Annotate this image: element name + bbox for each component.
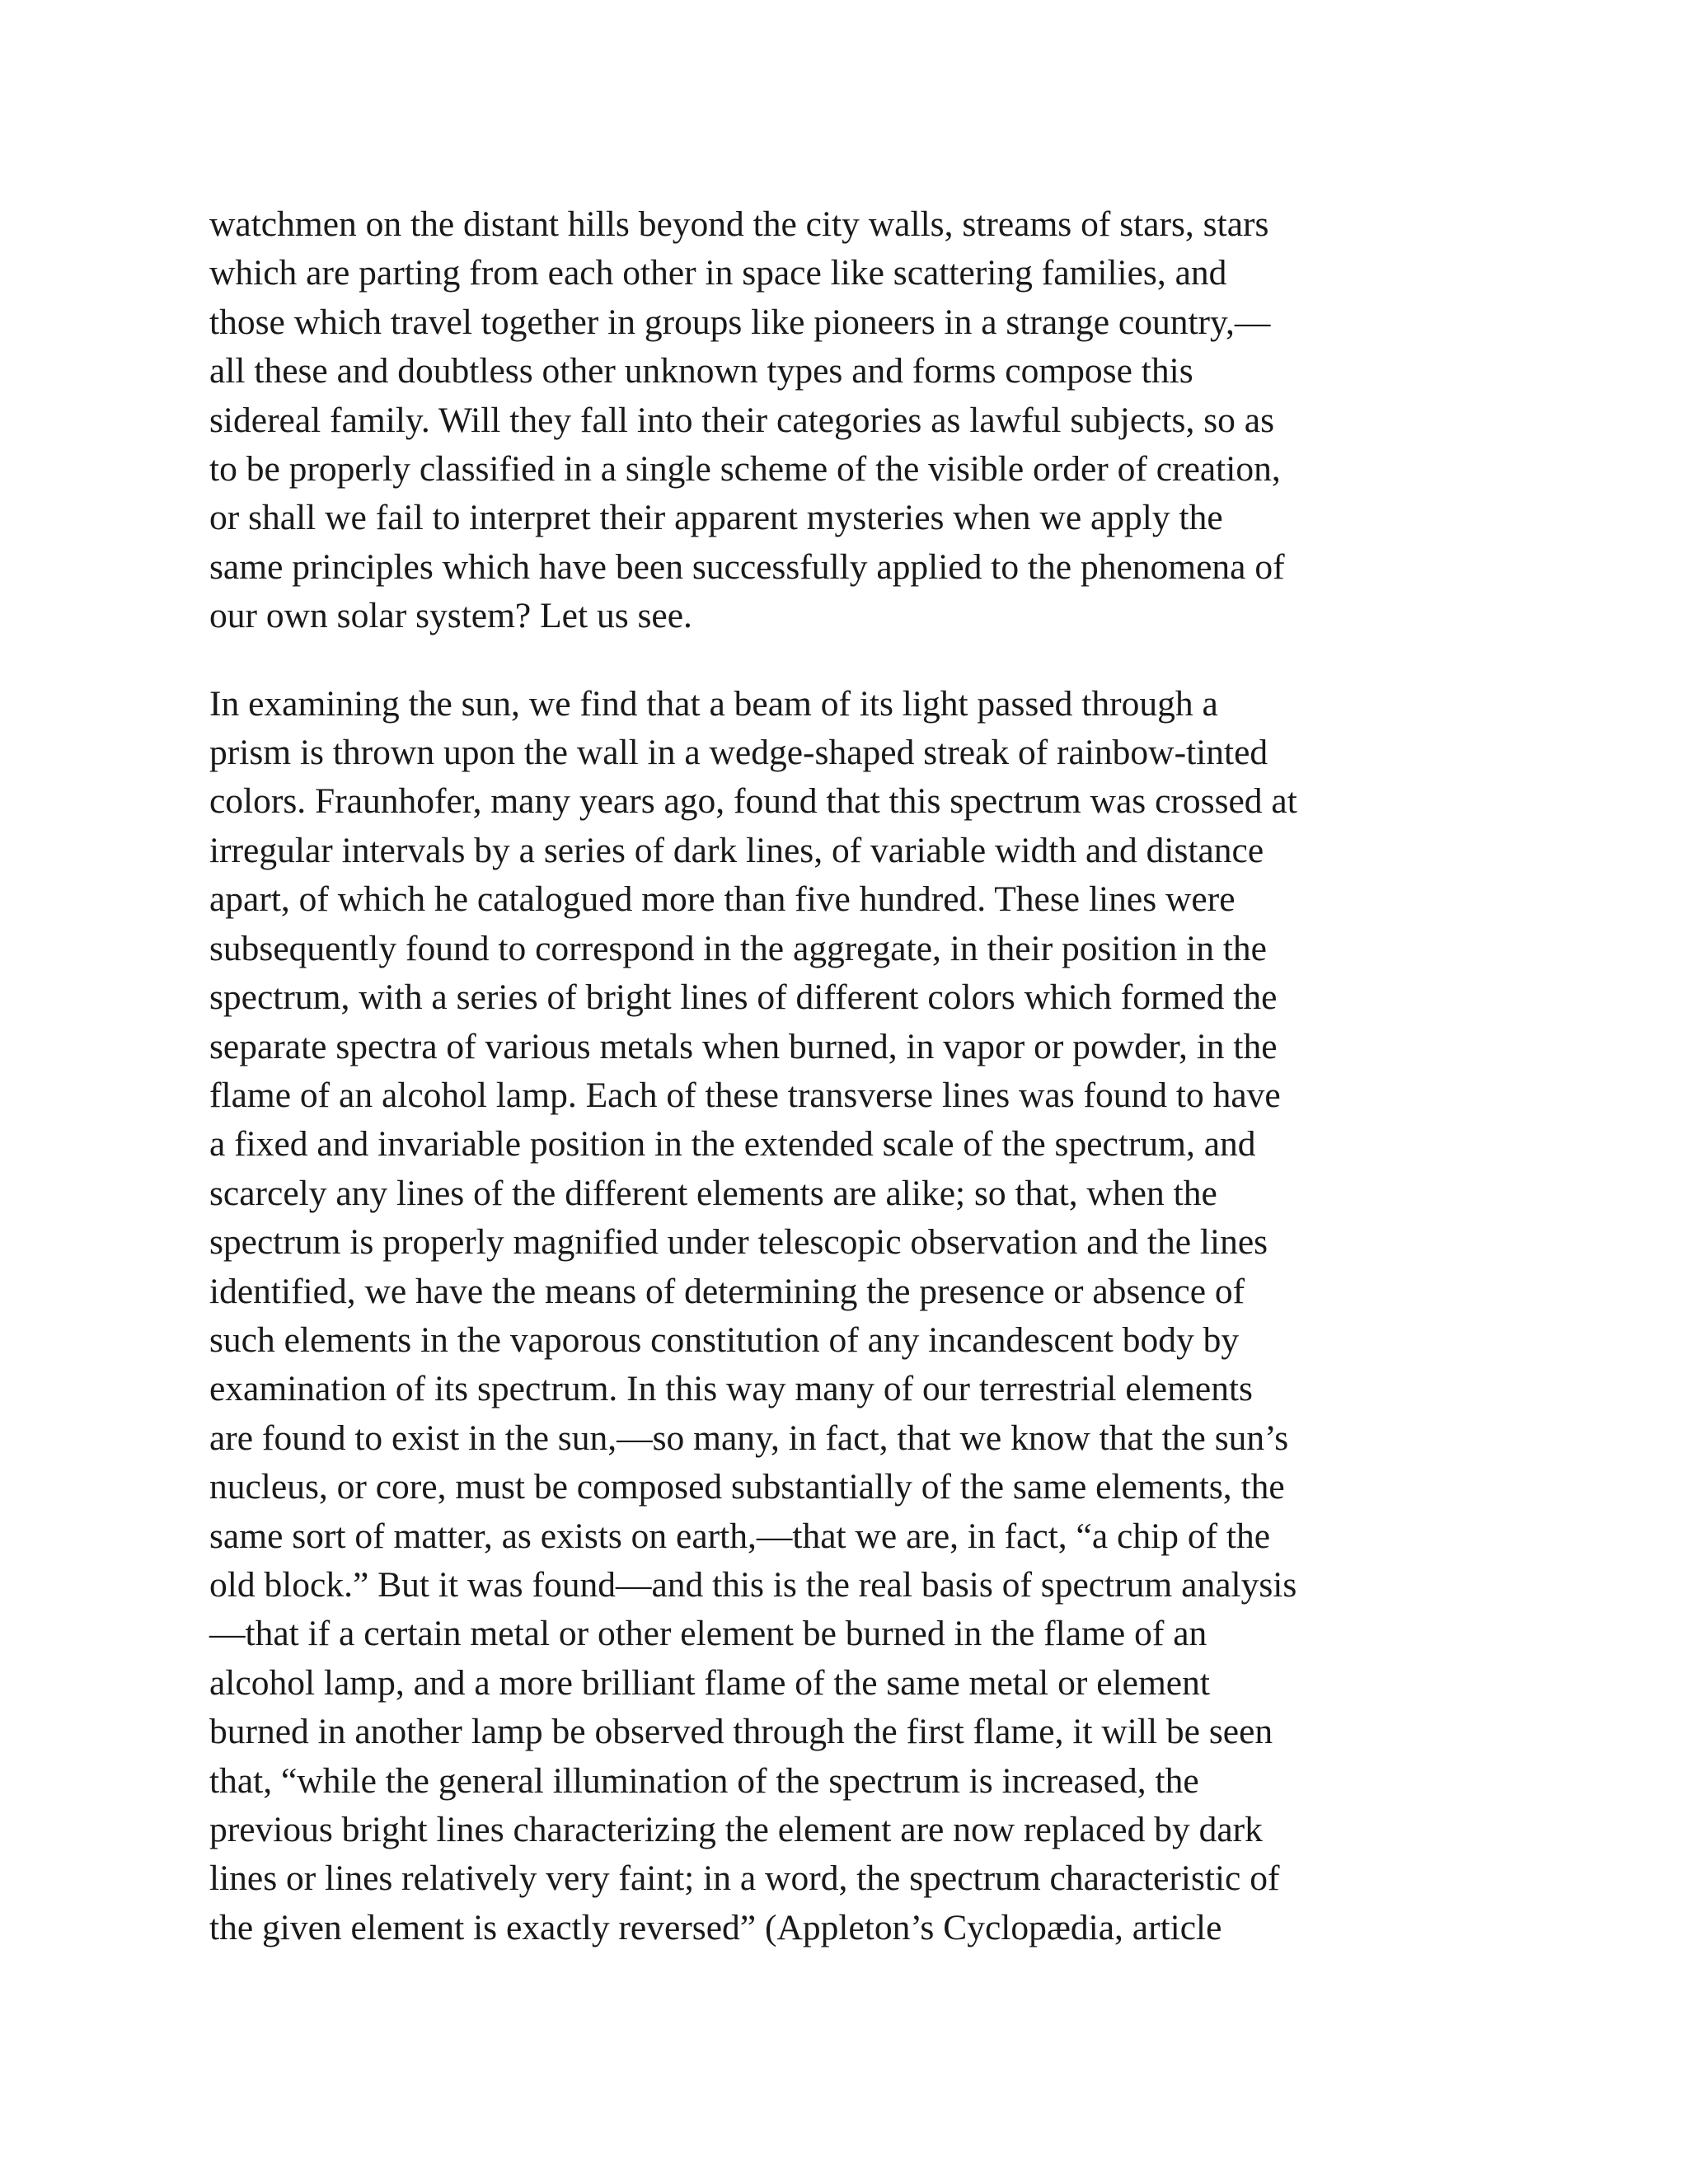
text-line: all these and doubtless other unknown types and forms compose this bbox=[209, 351, 1193, 391]
text-line: a fixed and invariable position in the extended scale of the spectrum, and bbox=[209, 1124, 1256, 1165]
text-line: nucleus, or core, must be composed substantially of the same elements, the bbox=[209, 1467, 1285, 1507]
text-line: same sort of matter, as exists on earth,—that we are, in fact, “a chip of the bbox=[209, 1516, 1271, 1556]
text-line: that, “while the general illumination of the spectrum is increased, the bbox=[209, 1760, 1199, 1801]
text-line: those which travel together in groups like pioneers in a strange country,— bbox=[209, 302, 1271, 342]
text-line: which are parting from each other in space like scattering families, and bbox=[209, 253, 1227, 293]
text-line: are found to exist in the sun,—so many, in fact, that we know that the sun’s bbox=[209, 1418, 1289, 1458]
text-line: lines or lines relatively very faint; in a word, the spectrum characteristic of bbox=[209, 1858, 1280, 1899]
text-line: separate spectra of various metals when burned, in vapor or powder, in the bbox=[209, 1026, 1278, 1066]
text-line: previous bright lines characterizing the element are now replaced by dark bbox=[209, 1810, 1263, 1849]
text-line: identified, we have the means of determining the presence or absence of bbox=[209, 1271, 1245, 1311]
text-line: apart, of which he catalogued more than five hundred. These lines were bbox=[209, 879, 1236, 920]
text-line: alcohol lamp, and a more brilliant flame of the same metal or element bbox=[209, 1662, 1210, 1703]
text-line: such elements in the vaporous constitution of any incandescent body by bbox=[209, 1319, 1240, 1360]
body-text bbox=[209, 200, 1479, 1952]
text-line: prism is thrown upon the wall in a wedge-shaped streak of rainbow-tinted bbox=[209, 733, 1268, 773]
text-line: sidereal family. Will they fall into their categories as lawful subjects, so as bbox=[209, 400, 1275, 440]
text-line: old block.” But it was found—and this is the real basis of spectrum analysis bbox=[209, 1564, 1297, 1605]
text-line: In examining the sun, we find that a beam of its light passed through a bbox=[209, 683, 1218, 724]
paragraph-1 bbox=[209, 200, 1479, 641]
text-line: or shall we fail to interpret their apparent mysteries when we apply the bbox=[209, 498, 1223, 538]
paragraph-2 bbox=[209, 680, 1479, 1953]
text-line: to be properly classified in a single scheme of the visible order of creation, bbox=[209, 449, 1281, 490]
text-line: —that if a certain metal or other element be burned in the flame of an bbox=[209, 1614, 1207, 1654]
text-line: watchmen on the distant hills beyond the city walls, streams of stars, stars bbox=[209, 204, 1269, 244]
text-line: our own solar system? Let us see. bbox=[209, 596, 692, 636]
text-line: subsequently found to correspond in the aggregate, in their position in the bbox=[209, 928, 1267, 968]
text-line: burned in another lamp be observed through the first flame, it will be seen bbox=[209, 1712, 1273, 1752]
text-line: scarcely any lines of the different elements are alike; so that, when the bbox=[209, 1173, 1217, 1213]
text-line: colors. Fraunhofer, many years ago, found that this spectrum was crossed at bbox=[209, 781, 1297, 822]
text-line: examination of its spectrum. In this way many of our terrestrial elements bbox=[209, 1369, 1253, 1409]
text-line: the given element is exactly reversed” (Appleton’s Cyclopædia, article bbox=[209, 1907, 1222, 1947]
text-line: same principles which have been successfully applied to the phenomena of bbox=[209, 546, 1285, 587]
text-line: spectrum, with a series of bright lines of different colors which formed the bbox=[209, 977, 1278, 1018]
text-line: spectrum is properly magnified under telescopic observation and the lines bbox=[209, 1222, 1268, 1263]
text-line: irregular intervals by a series of dark lines, of variable width and distance bbox=[209, 830, 1264, 870]
text-line: flame of an alcohol lamp. Each of these transverse lines was found to have bbox=[209, 1075, 1281, 1115]
